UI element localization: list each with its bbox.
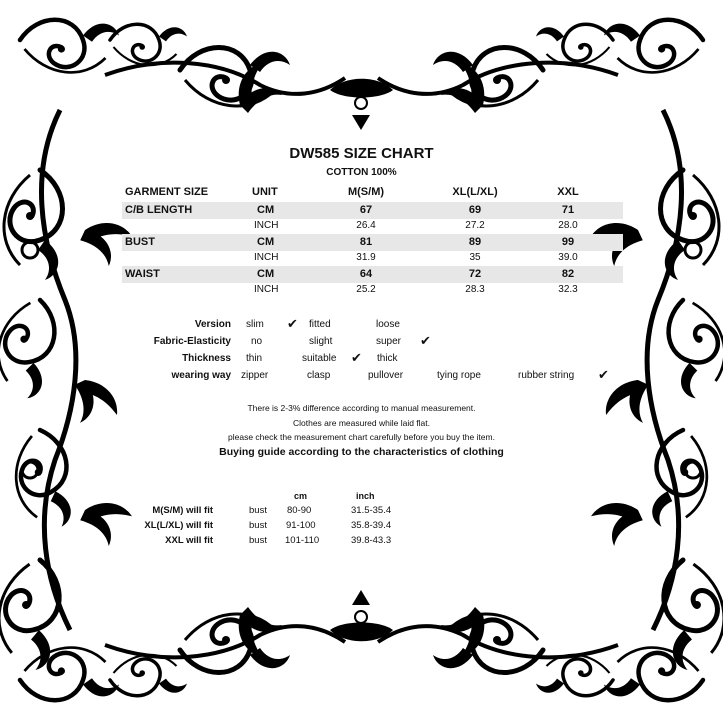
table-cell: 67 <box>359 204 373 216</box>
thickness-option: thick <box>377 353 398 364</box>
fit-row-inch: 39.8-43.3 <box>351 535 392 546</box>
fit-row-part: bust <box>249 535 267 546</box>
table-cell: 72 <box>468 268 482 280</box>
elasticity-option: slight <box>309 336 333 347</box>
table-cell: 28.0 <box>558 220 578 231</box>
check-mark-icon: ✔ <box>351 350 362 365</box>
fit-header-cm: cm <box>294 491 308 501</box>
wearing-way-label: wearing way <box>171 370 231 381</box>
note-line: please check the measurement chart carefully before you buy the item. <box>228 432 495 442</box>
header-m: M(S/M) <box>347 186 385 198</box>
table-cell: CM <box>257 204 275 216</box>
table-cell: 25.2 <box>356 284 376 295</box>
material-label: COTTON 100% <box>326 167 397 178</box>
table-cell: CM <box>257 236 275 248</box>
fabric-elasticity-label: Fabric-Elasticity <box>153 336 231 347</box>
fit-row-label: M(S/M) will fit <box>152 505 213 516</box>
wearing-way-option: rubber string <box>518 370 575 381</box>
fit-row-inch: 35.8-39.4 <box>351 520 392 531</box>
table-cell: 27.2 <box>465 220 485 231</box>
version-label: Version <box>194 319 231 330</box>
version-option: fitted <box>309 319 331 330</box>
row-label-cb-length: C/B LENGTH <box>125 204 193 216</box>
check-mark-icon: ✔ <box>420 333 431 348</box>
elasticity-option: no <box>251 336 263 347</box>
wearing-way-option: clasp <box>307 370 331 381</box>
note-line: There is 2-3% difference according to manual measurement. <box>247 403 476 413</box>
buying-guide-title: Buying guide according to the characteristics of clothing <box>219 446 504 458</box>
table-cell: 64 <box>359 268 373 280</box>
version-option: slim <box>246 319 264 330</box>
thickness-option: suitable <box>302 353 337 364</box>
thickness-label: Thickness <box>182 353 231 364</box>
table-cell: INCH <box>254 252 279 263</box>
table-cell: CM <box>257 268 275 280</box>
frame-right-border <box>584 20 723 701</box>
fit-row-label: XL(L/XL) will fit <box>144 520 213 531</box>
table-cell: 81 <box>359 236 373 248</box>
elasticity-option: super <box>376 336 402 347</box>
header-unit: UNIT <box>252 186 278 198</box>
table-cell: 26.4 <box>356 220 376 231</box>
wearing-way-option: zipper <box>241 370 269 381</box>
check-mark-icon: ✔ <box>287 316 298 331</box>
table-cell: 39.0 <box>558 252 578 263</box>
row-label-waist: WAIST <box>125 268 160 280</box>
table-cell: 82 <box>561 268 575 280</box>
table-cell: 28.3 <box>465 284 485 295</box>
table-cell: 32.3 <box>558 284 578 295</box>
fit-row-part: bust <box>249 520 267 531</box>
note-line: Clothes are measured while laid flat. <box>292 418 430 428</box>
header-xl: XL(L/XL) <box>452 186 498 198</box>
table-cell: 89 <box>468 236 482 248</box>
fit-row-part: bust <box>249 505 267 516</box>
table-cell: 71 <box>561 204 575 216</box>
table-cell: 31.9 <box>356 252 376 263</box>
chart-title: DW585 SIZE CHART <box>289 145 434 162</box>
table-cell: 99 <box>561 236 575 248</box>
fit-row-cm: 80-90 <box>287 505 312 516</box>
fit-row-cm: 101-110 <box>285 535 320 546</box>
version-option: loose <box>376 319 400 330</box>
row-label-bust: BUST <box>125 236 155 248</box>
header-garment-size: GARMENT SIZE <box>125 186 209 198</box>
wearing-way-option: pullover <box>368 370 404 381</box>
fit-row-label: XXL will fit <box>165 535 213 546</box>
fit-row-cm: 91-100 <box>286 520 316 531</box>
table-cell: INCH <box>254 220 279 231</box>
wearing-way-option: tying rope <box>437 370 481 381</box>
check-mark-icon: ✔ <box>598 367 609 382</box>
table-cell: INCH <box>254 284 279 295</box>
fit-header-inch: inch <box>356 491 375 501</box>
header-xxl: XXL <box>557 186 579 198</box>
frame-bottom-border <box>105 590 618 696</box>
frame-top-border <box>105 24 618 130</box>
fit-row-inch: 31.5-35.4 <box>351 505 392 516</box>
table-cell: 35 <box>469 252 481 263</box>
thickness-option: thin <box>246 353 263 364</box>
table-cell: 69 <box>468 204 482 216</box>
